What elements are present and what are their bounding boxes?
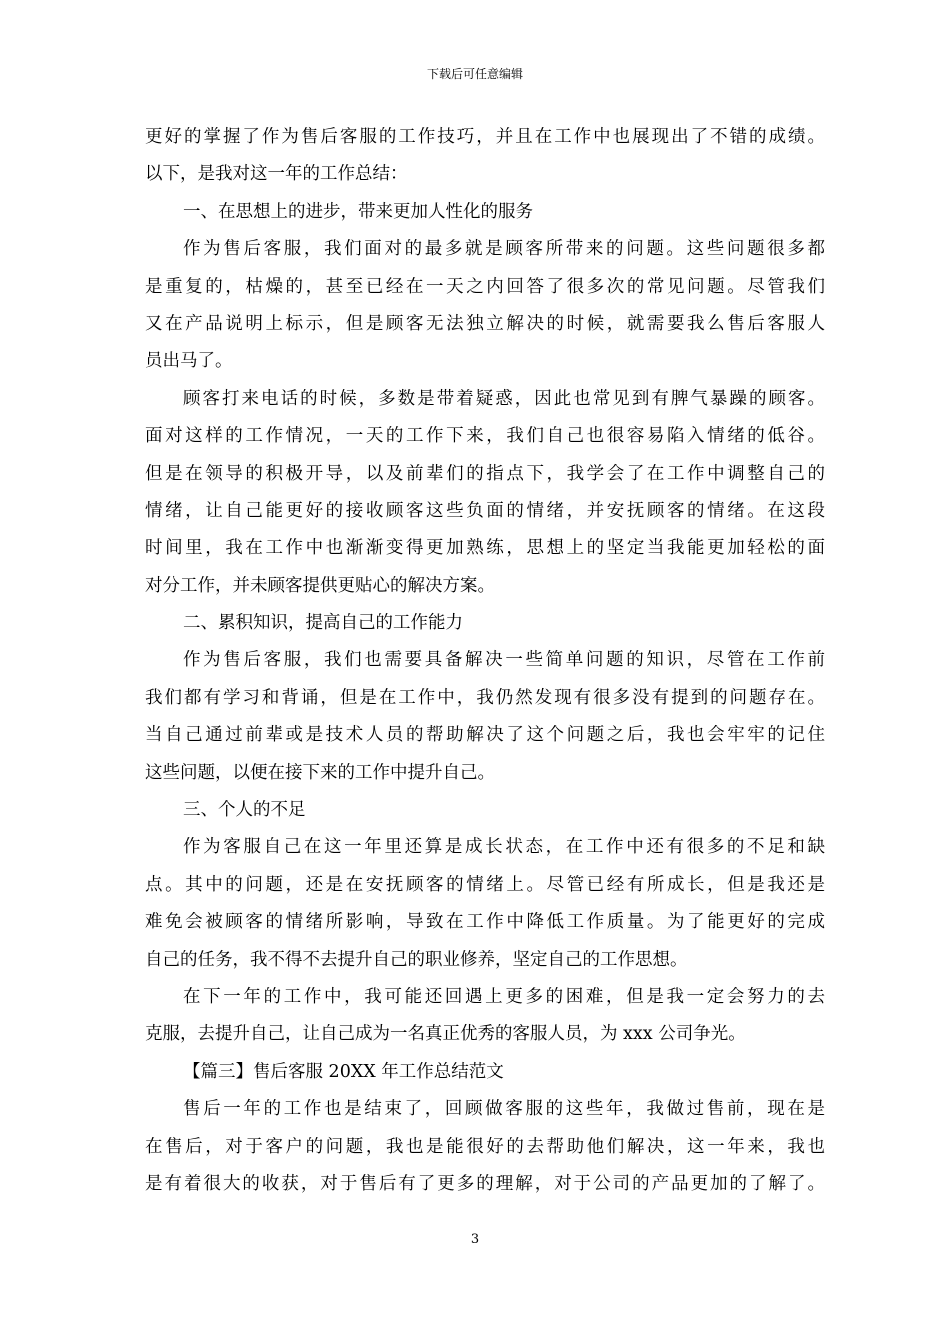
- text-line: 我们都有学习和背诵，但是在工作中，我仍然发现有很多没有提到的问题存在。: [145, 687, 825, 708]
- text-line: 一、在思想上的进步，带来更加人性化的服务: [183, 201, 533, 222]
- text-line: 当自己通过前辈或是技术人员的帮助解决了这个问题之后，我也会牢牢的记住: [145, 725, 825, 746]
- text-line: 又在产品说明上标示，但是顾客无法独立解决的时候，就需要我么售后客服人: [145, 313, 825, 334]
- text-line: 在下一年的工作中，我可能还回遇上更多的困难，但是我一定会努力的去: [183, 986, 825, 1007]
- text-line: 员出马了。: [145, 351, 233, 372]
- text-line: 在售后，对于客户的问题，我也是能很好的去帮助他们解决，这一年来，我也: [145, 1136, 825, 1157]
- text-line: 售后一年的工作也是结束了，回顾做客服的这些年，我做过售前，现在是: [183, 1099, 825, 1120]
- text-line: 顾客打来电话的时候，多数是带着疑惑，因此也常见到有脾气暴躁的顾客。: [183, 388, 825, 409]
- text-line: 三、个人的不足: [183, 800, 306, 821]
- text-line: 作为售后客服，我们也需要具备解决一些简单问题的知识，尽管在工作前: [183, 650, 825, 671]
- text-line: 时间里，我在工作中也渐渐变得更加熟练，思想上的坚定当我能更加轻松的面: [145, 538, 825, 559]
- text-line: 是重复的，枯燥的，甚至已经在一天之内回答了很多次的常见问题。尽管我们: [145, 276, 825, 297]
- text-line: 点。其中的问题，还是在安抚顾客的情绪上。尽管已经有所成长，但是我还是: [145, 874, 825, 895]
- text-line: 作为客服自己在这一年里还算是成长状态，在工作中还有很多的不足和缺: [183, 837, 825, 858]
- text-line: 【篇三】售后客服 20XX 年工作总结范文: [183, 1061, 504, 1082]
- document-body: [145, 122, 825, 1206]
- text-line: 二、累积知识，提高自己的工作能力: [183, 613, 463, 634]
- page-header: 下载后可任意编辑: [426, 67, 523, 81]
- page-number: 3: [470, 1232, 480, 1247]
- text-line: 以下，是我对这一年的工作总结：: [145, 164, 408, 185]
- text-line: 但是在领导的积极开导，以及前辈们的指点下，我学会了在工作中调整自己的: [145, 463, 825, 484]
- text-line: 难免会被顾客的情绪所影响，导致在工作中降低工作质量。为了能更好的完成: [145, 912, 825, 933]
- text-line: 面对这样的工作情况，一天的工作下来，我们自己也很容易陷入情绪的低谷。: [145, 426, 825, 447]
- text-line: 更好的掌握了作为售后客服的工作技巧，并且在工作中也展现出了不错的成绩。: [145, 127, 825, 147]
- text-line: 作为售后客服，我们面对的最多就是顾客所带来的问题。这些问题很多都: [183, 239, 825, 260]
- text-line: 是有着很大的收获，对于售后有了更多的理解，对于公司的产品更加的了解了。: [145, 1173, 825, 1194]
- text-line: 对分工作，并未顾客提供更贴心的解决方案。: [145, 575, 495, 596]
- text-line: 这些问题，以便在接下来的工作中提升自己。: [145, 762, 495, 783]
- text-line: 克服，去提升自己，让自己成为一名真正优秀的客服人员，为 xxx 公司争光。: [145, 1024, 746, 1045]
- text-line: 自己的任务，我不得不去提升自己的职业修养，坚定自己的工作思想。: [145, 949, 688, 970]
- text-line: 情绪，让自己能更好的接收顾客这些负面的情绪，并安抚顾客的情绪。在这段: [145, 500, 825, 521]
